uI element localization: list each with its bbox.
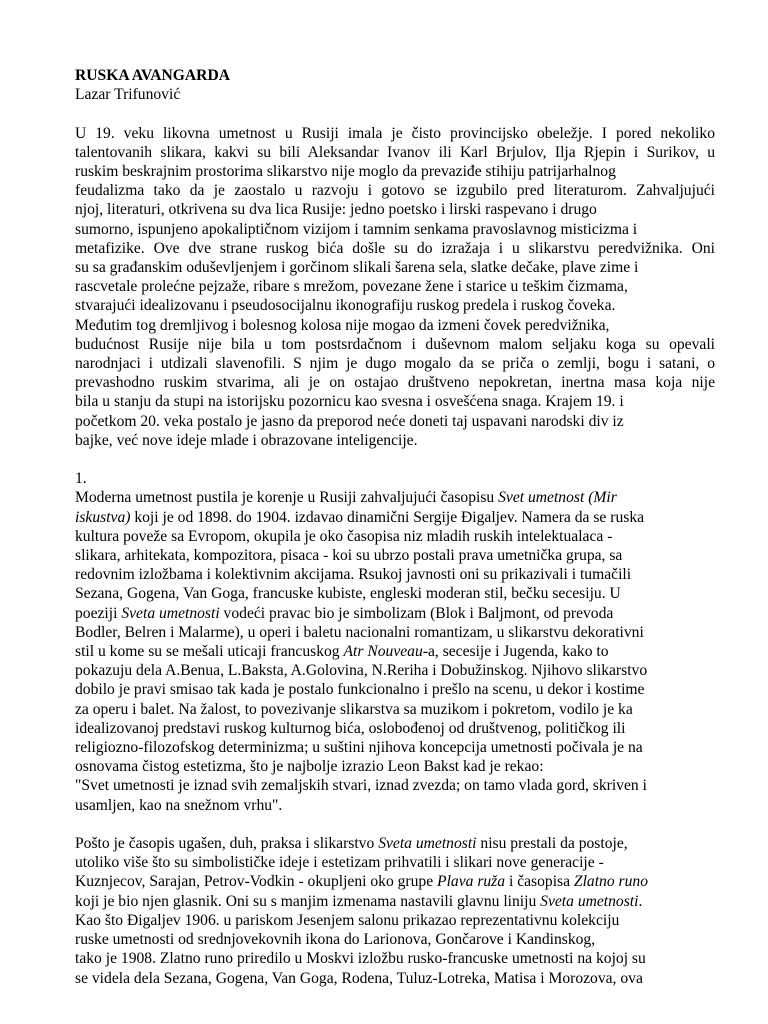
text-line: početkom 20. veka postalo je jasno da preporod neće doneti taj uspavani narodski div iz: [75, 412, 624, 430]
text-line: bila u stanju da stupi na istorijsku pozornicu kao svesna i osvešćena snaga. Krajem 19. i: [75, 393, 624, 411]
text-line: za operu i balet. Na žalost, to povezivanje slikarstva sa muzikom i pokretom, vodilo je ka: [75, 700, 633, 718]
text-line: osnovama čistog estetizma, što je najbolje izrazio Leon Bakst kad je rekao:: [75, 758, 544, 776]
spacer: [75, 815, 715, 834]
text-line: utoliko više što su simbolističke ideje i estetizam prihvatili i slikari nove generacije -: [75, 854, 604, 872]
spacer: [75, 450, 715, 469]
document-page: [75, 66, 715, 988]
italic-title: Svet umetnost (Mir: [498, 489, 617, 507]
quote-line: usamljen, kao na snežnom vrhu".: [75, 796, 283, 814]
text-line: U 19. veku likovna umetnost u Rusiji imala je čisto provincijsko obeležje. I pored nekoliko: [75, 124, 715, 142]
text-line: metafizike. Ove dve strane ruskog bića došle su do izražaja i u slikarstvu peredvižnika. Oni: [75, 239, 715, 257]
text-line: Sezana, Gogena, Van Goga, francuske kubiste, engleski moderan stil, bečku secesiju. U: [75, 585, 621, 603]
text-line: prevashodno ruskim stvarima, ali je on ostajao društveno nepokretan, inertna masa koja nije: [75, 374, 715, 392]
text-line: se videla dela Sezana, Gogena, Van Goga, Rodena, Tuluz-Lotreka, Matisa i Morozova, ova: [75, 969, 643, 987]
quote-line: "Svet umetnosti je iznad svih zemaljskih stvari, iznad zvezda; on tamo vlada gord, skriven i: [75, 777, 647, 795]
text-line: narodnjaci i utdizali slavenofili. S njim je dugo mogalo da se priča o zemlji, bogu i satani, o: [75, 355, 715, 373]
section-number: 1.: [75, 470, 87, 488]
text-run: -a, secesije i Jugenda, kako to: [422, 643, 609, 661]
text-run: stil u kome su se mešali uticaji francuskog: [75, 643, 344, 661]
text-line: dobilo je pravi smisao tak kada je postalo funkcionalno i prešlo na scenu, u dekor i kostime: [75, 681, 645, 699]
text-line: pokazuju dela A.Benua, L.Baksta, A.Golovina, N.Reriha i Dobužinskog. Njihovo slikarstvo: [75, 662, 648, 680]
text-line: njoj, literaturi, otkrivena su dva lica Rusije: jedno poetsko i lirski raspevano i drugo: [75, 201, 597, 219]
text-line: religiozno-filozofskog determinizma; u suštini njihova koncepcija umetnosti počivala je na: [75, 739, 643, 757]
italic-title: Sveta umetnosti: [540, 892, 639, 910]
section-1: [75, 469, 715, 815]
italic-title: Plava ruža: [437, 873, 506, 891]
text-line: sumorno, ispunjeno apokaliptičnom vizijom i tamnim senkama pravoslavnog misticizma i: [75, 220, 638, 238]
italic-title: iskustva): [75, 508, 131, 526]
text-run: koji je bio njen glasnik. Oni su s manjim izmenama nastavili glavnu liniju: [75, 892, 541, 910]
text-line: talentovanih slikara, kakvi su bili Aleksandar Ivanov ili Karl Brjulov, Ilja Rjepin i Surikov, u: [75, 143, 715, 161]
text-line: su sa građanskim oduševljenjem i gorčinom slikali šarena sela, slatke dečake, plave zime i: [75, 259, 639, 277]
text-run: i časopisa: [505, 873, 574, 891]
text-run: vodeći pravac bio je simbolizam (Blok i Baljmont, od prevoda: [219, 604, 614, 622]
text-line: Kao što Đigaljev 1906. u pariskom Jesenjem salonu prikazao reprezentativnu kolekciju: [75, 911, 620, 929]
text-line: Bodler, Belren i Malarme), u operi i baletu nacionalni romantizam, u slikarstvu dekorativni: [75, 623, 644, 641]
text-line: [75, 834, 715, 853]
text-run: Kuznjecov, Sarajan, Petrov-Vodkin - okupljeni oko grupe: [75, 873, 438, 891]
text-run: nisu prestali da postoje,: [476, 835, 628, 853]
text-line: slikara, arhitekata, kompozitora, pisaca - koi su ubrzo postali prava umetnička grupa, sa: [75, 547, 623, 565]
text-line: ruske umetnosti od srednjovekovnih ikona do Larionova, Gončarove i Kandinskog,: [75, 931, 596, 949]
text-run: koji je od 1898. do 1904. izdavao dinamični Sergije Đigaljev. Namera da se ruska: [130, 508, 645, 526]
text-run: .: [638, 892, 643, 910]
text-run: Moderna umetnost pustila je korenje u Rusiji zahvaljujući časopisu: [75, 489, 499, 507]
text-line: rascvetale prolećne pejzaže, ribare s mrežom, povezane žene i starice u teškim čizmama,: [75, 278, 628, 296]
text-line: Međutim tog dremljivog i bolesnog kolosa nije mogao da izmeni čovek peredvižnika,: [75, 316, 610, 334]
text-line: stvarajući idealizovanu i pseudosocijalnu ikonografiju ruskog predela i ruskog čoveka.: [75, 297, 616, 315]
intro-paragraph: [75, 124, 715, 450]
text-line: [75, 508, 715, 527]
text-line: idealizovanoj predstavi ruskog kulturnog bića, oslobođenoj od društvenog, političkog ili: [75, 719, 626, 737]
text-line: redovnim izložbama i kolektivnim akcijama. Rsukoj javnosti oni su prikazivali i tumačili: [75, 566, 632, 584]
text-line: [75, 892, 715, 911]
text-run: poeziji: [75, 604, 122, 622]
text-line: [75, 872, 715, 891]
spacer: [75, 104, 715, 123]
italic-title: Atr Nouveau: [343, 643, 423, 661]
italic-title: Sveta umetnosti: [121, 604, 220, 622]
document-title: RUSKA AVANGARDA: [75, 67, 230, 84]
text-line: kultura poveže sa Evropom, okupila je oko časopisa niz mladih ruskih intelektualaca -: [75, 527, 613, 545]
text-line: feudalizma tako da je zaostalo u razvoju i gotovo se izgubilo pred literaturom. Zahvaljujući: [75, 182, 715, 200]
italic-title: Zlatno runo: [573, 873, 649, 891]
text-line: [75, 604, 715, 623]
text-line: [75, 488, 715, 507]
text-run: Pošto je časopis ugašen, duh, praksa i slikarstvo: [75, 835, 379, 853]
text-line: bajke, već nove ideje mlade i obrazovane inteligencije.: [75, 431, 418, 449]
text-line: ruskim beskrajnim prostorima slikarstvo nije moglo da prevaziđe stihiju patrijarhalnog: [75, 163, 616, 180]
paragraph-3: [75, 834, 715, 988]
text-line: budućnost Rusije nije bila u tom postsrdačnom i duševnom malom seljaku koga su opevali: [75, 335, 715, 353]
text-line: [75, 642, 715, 661]
text-line: tako je 1908. Zlatno runo priredilo u Moskvi izložbu rusko-francuske umetnosti na kojoj su: [75, 950, 646, 968]
document-author: Lazar Trifunović: [75, 86, 181, 104]
italic-title: Sveta umetnosti: [378, 835, 477, 853]
